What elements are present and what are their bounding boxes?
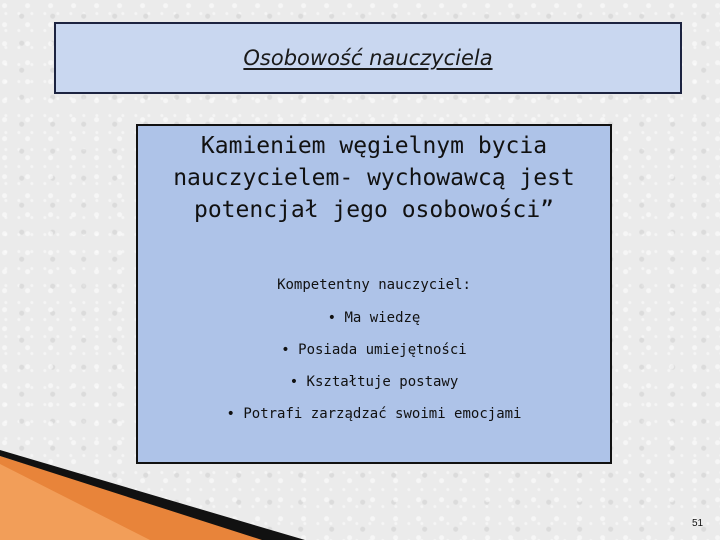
heading-line: potencjał jego osobowości” (193, 197, 555, 223)
bullet-item: • Kształtuje postawy (289, 374, 459, 390)
main-heading (138, 130, 610, 226)
content-box (136, 124, 612, 464)
bullet-item: • Potrafi zarządzać swoimi emocjami (226, 406, 522, 422)
title-box (54, 22, 682, 94)
slide-title: Osobowość nauczyciela (243, 46, 493, 70)
bullet-item: • Ma wiedzę (327, 310, 421, 326)
heading-line: nauczycielem- wychowawcą jest (173, 165, 575, 191)
subheading: Kompetentny nauczyciel: (277, 277, 471, 293)
page-number: 51 (692, 518, 704, 529)
heading-line: Kamieniem węgielnym bycia (200, 133, 548, 159)
bullet-item: • Posiada umiejętności (281, 342, 467, 358)
